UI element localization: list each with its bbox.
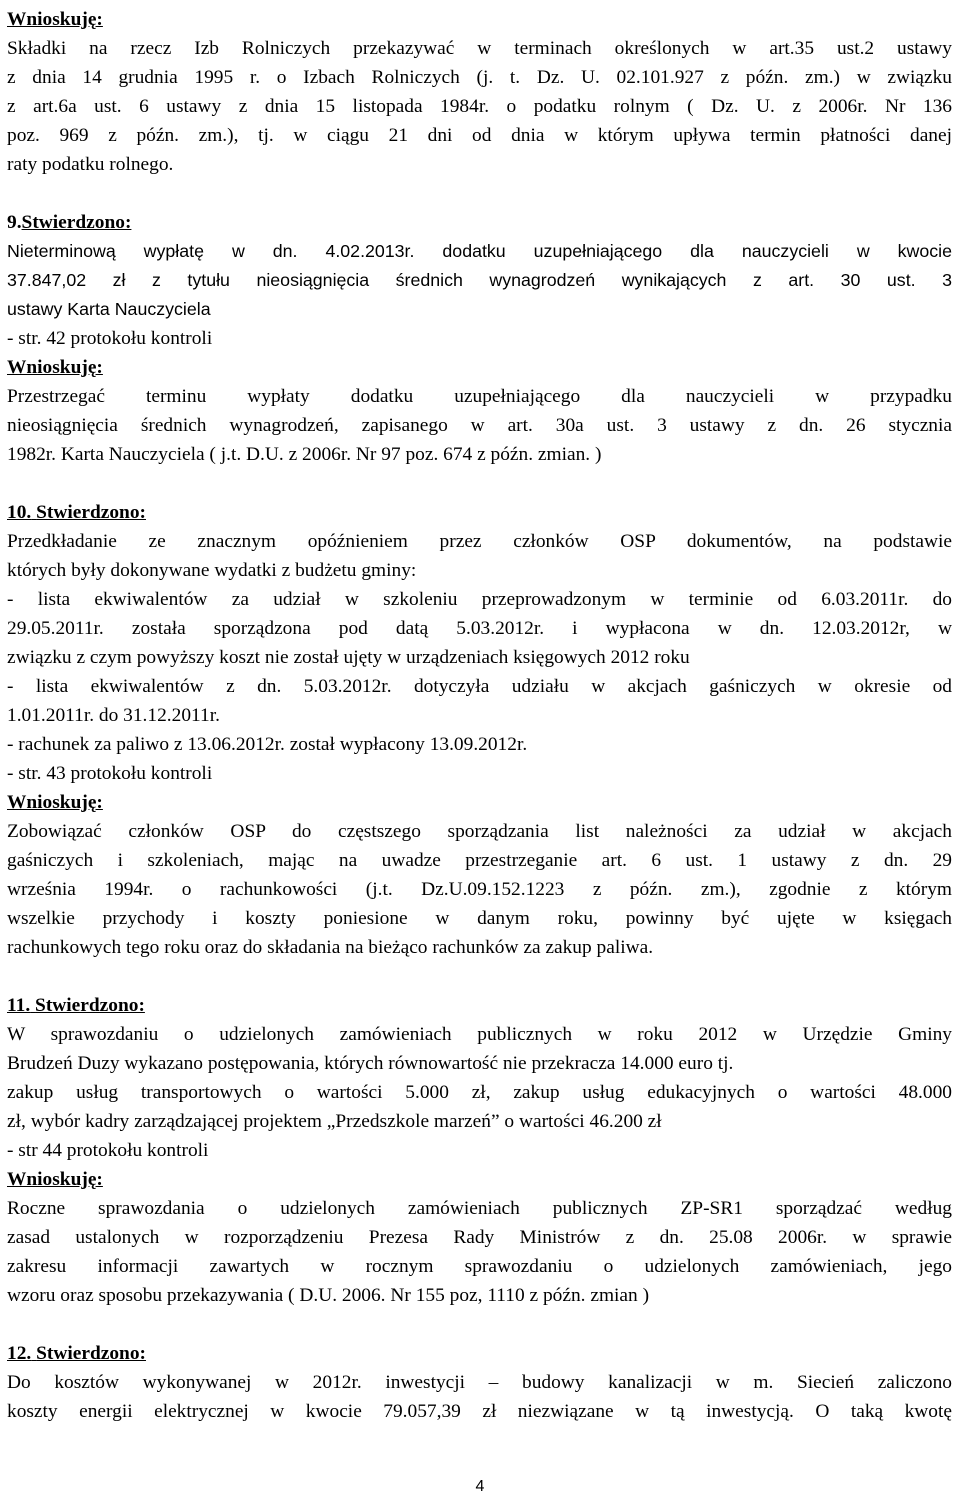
- heading-text: Wnioskuję:: [7, 357, 103, 378]
- section-heading: [7, 788, 952, 817]
- text-line: z dnia 14 grudnia 1995 r. o Izbach Rolniczych (j. t. Dz. U. 02.101.927 z późn. zm.) w związku: [7, 67, 952, 88]
- text-line: gaśniczych i szkoleniach, mając na uwadze przestrzeganie art. 6 ust. 1 ustawy z dn. 29: [7, 850, 952, 871]
- text-line: z art.6a ust. 6 ustawy z dnia 15 listopada 1984r. o podatku rolnym ( Dz. U. z 2006r. Nr 136: [7, 96, 952, 117]
- heading-text: Stwierdzono:: [35, 995, 145, 1016]
- text-line: - str 44 protokołu kontroli: [7, 1140, 209, 1161]
- text-line: września 1994r. o rachunkowości (j.t. Dz.U.09.152.1223 z późn. zm.), zgodnie z którym: [7, 879, 952, 900]
- heading-text: Wnioskuję:: [7, 1169, 103, 1190]
- text-line: 29.05.2011r. została sporządzona pod datą 5.03.2012r. i wypłacona w dn. 12.03.2012r, w: [7, 618, 952, 639]
- text-line: Przedkładanie ze znacznym opóźnieniem przez członków OSP dokumentów, na podstawie: [7, 531, 952, 552]
- text-line: Nieterminową wypłatę w dn. 4.02.2013r. dodatku uzupełniającego dla nauczycieli w kwocie: [7, 241, 952, 261]
- heading-number: 12.: [7, 1343, 32, 1364]
- text-line: koszty energii elektrycznej w kwocie 79.057,39 zł niezwiązane w tą inwestycją. O taką kwotę: [7, 1401, 952, 1422]
- text-line: zasad ustalonych w rozporządzeniu Prezesa Rady Ministrów z dn. 25.08 2006r. w sprawie: [7, 1227, 952, 1248]
- heading-text: Wnioskuję:: [7, 792, 103, 813]
- text-line: Składki na rzecz Izb Rolniczych przekazywać w terminach określonych w art.35 ust.2 ustawy: [7, 38, 952, 59]
- text-line: - str. 43 protokołu kontroli: [7, 763, 213, 784]
- text-line: - lista ekwiwalentów za udział w szkoleniu przeprowadzonym w terminie od 6.03.2011r. do: [7, 589, 952, 610]
- section-heading: [7, 1339, 952, 1368]
- text-line: - lista ekwiwalentów z dn. 5.03.2012r. dotyczyła udziału w akcjach gaśniczych w okresie od: [7, 676, 952, 697]
- section-heading: [7, 353, 952, 382]
- text-line: raty podatku rolnego.: [7, 154, 174, 175]
- text-line: Roczne sprawozdania o udzielonych zamówieniach publicznych ZP-SR1 sporządzać według: [7, 1198, 952, 1219]
- text-line: ustawy Karta Nauczyciela: [7, 299, 211, 319]
- text-line: 1.01.2011r. do 31.12.2011r.: [7, 705, 220, 726]
- text-line: 37.847,02 zł z tytułu nieosiągnięcia średnich wynagrodzeń wynikających z art. 30 ust. 3: [7, 270, 952, 290]
- page-number: 4: [475, 1478, 485, 1495]
- heading-text: Stwierdzono:: [36, 502, 146, 523]
- text-line: zakup usług transportowych o wartości 5.000 zł, zakup usług edukacyjnych o wartości 48.000: [7, 1082, 952, 1103]
- text-line: - str. 42 protokołu kontroli: [7, 328, 213, 349]
- section-heading: [7, 498, 952, 527]
- section-heading: [7, 208, 952, 237]
- text-line: wszelkie przychody i koszty poniesione w danym roku, powinny być ujęte w księgach: [7, 908, 952, 929]
- section-heading: [7, 1165, 952, 1194]
- heading-number: 9.: [7, 212, 22, 233]
- heading-text: Wnioskuję:: [7, 9, 103, 30]
- heading-number: 11.: [7, 995, 31, 1016]
- text-line: których były dokonywane wydatki z budżetu gminy:: [7, 560, 417, 581]
- text-line: Brudzeń Duzy wykazano postępowania, których równowartość nie przekracza 14.000 euro tj.: [7, 1053, 734, 1074]
- text-line: Zobowiązać członków OSP do częstszego sporządzania list należności za udział w akcjach: [7, 821, 952, 842]
- heading-text: Stwierdzono:: [21, 212, 132, 233]
- text-line: rachunkowych tego roku oraz do składania na bieżąco rachunków za zakup paliwa.: [7, 937, 654, 958]
- text-line: - rachunek za paliwo z 13.06.2012r. został wypłacony 13.09.2012r.: [7, 734, 528, 755]
- text-line: wzoru oraz sposobu przekazywania ( D.U. 2006. Nr 155 poz, 1110 z późn. zmian ): [7, 1285, 650, 1306]
- text-line: nieosiągnięcia średnich wynagrodzeń, zapisanego w art. 30a ust. 3 ustawy z dn. 26 stycznia: [7, 415, 952, 436]
- text-line: Do kosztów wykonywanej w 2012r. inwestycji – budowy kanalizacji w m. Siecień zaliczono: [7, 1372, 952, 1393]
- text-line: W sprawozdaniu o udzielonych zamówieniach publicznych w roku 2012 w Urzędzie Gminy: [7, 1024, 952, 1045]
- text-line: Przestrzegać terminu wypłaty dodatku uzupełniającego dla nauczycieli w przypadku: [7, 386, 952, 407]
- text-line: zakresu informacji zawartych w rocznym sprawozdaniu o udzielonych zamówieniach, jego: [7, 1256, 952, 1277]
- heading-number: 10.: [7, 502, 32, 523]
- text-line: poz. 969 z późn. zm.), tj. w ciągu 21 dni od dnia w którym upływa termin płatności danej: [7, 125, 952, 146]
- section-heading: [7, 991, 952, 1020]
- text-line: związku z czym powyższy koszt nie został ujęty w urządzeniach księgowych 2012 roku: [7, 647, 690, 668]
- heading-text: Stwierdzono:: [36, 1343, 146, 1364]
- text-line: 1982r. Karta Nauczyciela ( j.t. D.U. z 2006r. Nr 97 poz. 674 z późn. zmian. ): [7, 444, 602, 465]
- text-line: zł, wybór kadry zarządzającej projektem „Przedszkole marzeń” o wartości 46.200 zł: [7, 1111, 662, 1132]
- section-heading: [7, 5, 952, 34]
